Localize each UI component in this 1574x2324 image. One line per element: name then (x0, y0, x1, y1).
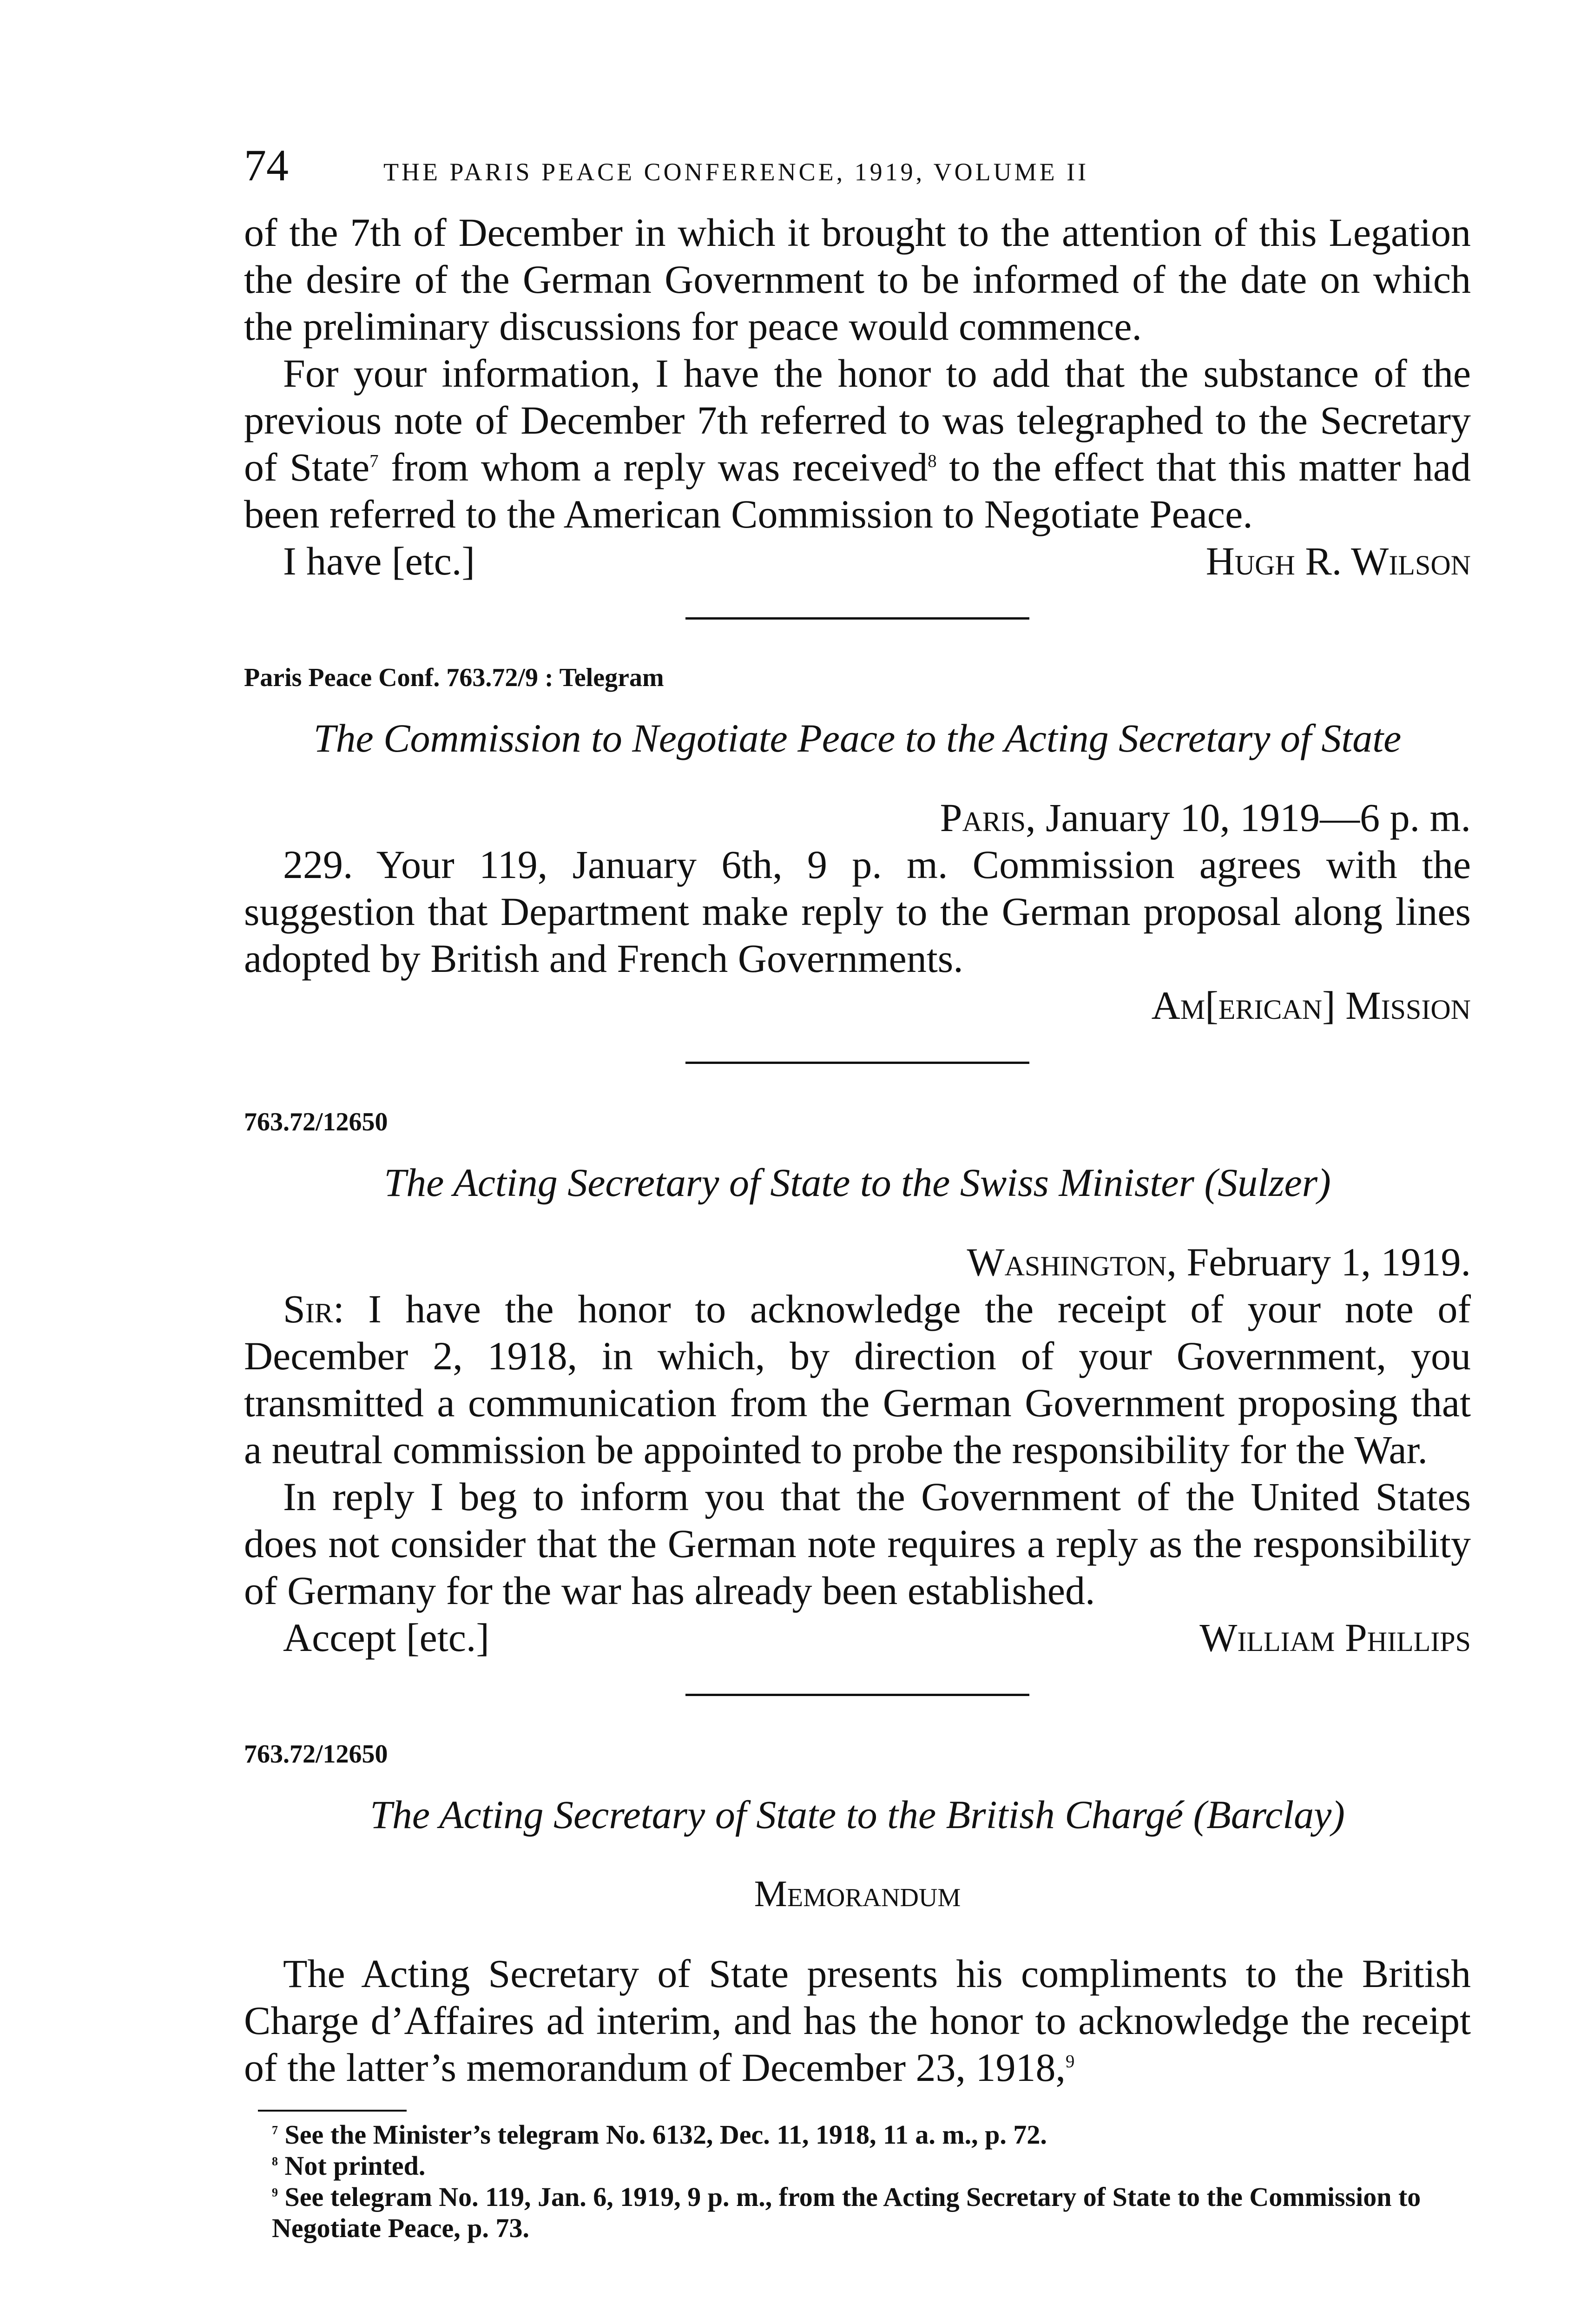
dateline-date: February 1, 1919. (1177, 1240, 1471, 1284)
section-divider (685, 617, 1029, 620)
dateline (244, 794, 1471, 841)
file-reference: 763.72/12650 (244, 1740, 388, 1769)
paragraph (244, 1286, 1471, 1473)
closing: Accept [etc.] (283, 1615, 490, 1660)
footnote-mark: 8 (272, 2154, 278, 2168)
footnote (244, 2119, 1471, 2150)
section-wilson-letter (244, 209, 1471, 585)
document-title: The Commission to Negotiate Peace to the Acting Secretary of State (313, 716, 1402, 760)
section-british-charge-memo (244, 1738, 1471, 2091)
paragraph-text: For your information, I have the honor to add that the substance of the previous note of December 7th referred to was telegraphed to the Secretary of State (244, 351, 1471, 489)
document-title: The Acting Secretary of State to the British Chargé (Barclay) (370, 1792, 1345, 1837)
footnotes (244, 2119, 1471, 2244)
section-divider (685, 1694, 1029, 1696)
paragraph: In reply I beg to inform you that the Government of the United States does not consider that the German note requires a reply as the responsibility of Germany for the war has already been established. (244, 1474, 1471, 1613)
footnote-mark: 7 (272, 2123, 278, 2137)
paragraph-text: from whom a reply was received (378, 445, 928, 489)
paragraph-text: : I have the honor to acknowledge the receipt of your note of December 2, 1918, in which, by direction of your Government, you transmitted a communication from the German Government proposing that a neutral commission be appointed to probe the responsibility for the War. (244, 1287, 1471, 1472)
footnote-mark: 9 (272, 2185, 278, 2199)
section-swiss-minister-letter (244, 1106, 1471, 1661)
signature: William Phillips (1199, 1615, 1471, 1660)
dateline (244, 1239, 1471, 1286)
footnote-divider (258, 2110, 407, 2112)
section-divider (685, 1062, 1029, 1064)
footnote-ref: 9 (1066, 2052, 1075, 2072)
footnote (244, 2181, 1471, 2244)
file-reference: Paris Peace Conf. 763.72/9 : Telegram (244, 663, 664, 692)
paragraph: of the 7th of December in which it brought to the attention of this Legation the desire of the German Government to be informed of the date on which the preliminary discussions for peace would commence. (244, 210, 1471, 349)
paragraph: 229. Your 119, January 6th, 9 p. m. Commission agrees with the suggestion that Department make reply to the German proposal along lines adopted by British and French Governments. (244, 842, 1471, 981)
running-head: THE PARIS PEACE CONFERENCE, 1919, VOLUME II (383, 158, 1089, 186)
file-reference: 763.72/12650 (244, 1108, 388, 1136)
paragraph (244, 350, 1471, 538)
footnote-ref: 7 (369, 451, 379, 471)
page-header (244, 139, 1471, 209)
paragraph (244, 1950, 1471, 2091)
closing-line (244, 538, 1471, 585)
dateline-place: Washington, (967, 1240, 1177, 1284)
page-number: 74 (244, 140, 289, 190)
document-title: The Acting Secretary of State to the Swiss Minister (Sulzer) (384, 1160, 1331, 1205)
document-page (244, 139, 1471, 2244)
paragraph-text: to the effect that this matter had been referred to the American Commission to Negotiate Peace. (244, 445, 1471, 536)
closing: I have [etc.] (283, 539, 475, 583)
footnote (244, 2150, 1471, 2181)
dateline-place: Paris, (940, 795, 1036, 840)
salutation: Sir (283, 1287, 333, 1331)
signature: Hugh R. Wilson (1205, 539, 1471, 583)
paragraph-text: The Acting Secretary of State presents his compliments to the British Charge d’Affaires ad interim, and has the honor to acknowledge the receipt of the latter’s memorandum of December 23, 1918, (244, 1951, 1471, 2090)
section-commission-telegram (244, 661, 1471, 1029)
signature: Am[erican] Mission (1151, 983, 1471, 1028)
footnote-text: See the Minister’s telegram No. 6132, Dec. 11, 1918, 11 a. m., p. 72. (278, 2119, 1047, 2150)
footnote-ref: 8 (928, 451, 937, 471)
footnote-text: Not printed. (278, 2151, 426, 2181)
footnote-text: See telegram No. 119, Jan. 6, 1919, 9 p. m., from the Acting Secretary of State to the Commission to Negotiate Peace, p. 73. (272, 2182, 1421, 2243)
closing-line (244, 1614, 1471, 1661)
memo-heading: Memorandum (754, 1874, 961, 1915)
dateline-date: January 10, 1919—6 p. m. (1035, 795, 1471, 840)
